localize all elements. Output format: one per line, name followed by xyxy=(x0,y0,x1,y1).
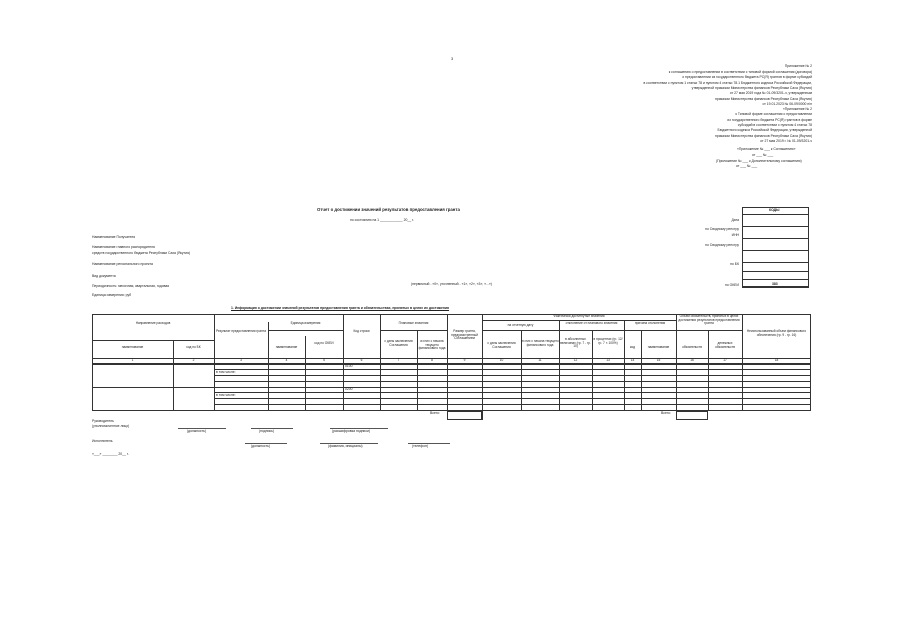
approval-line: утвержденной приказом Министерства финансов Республики Саха (Якутия) xyxy=(691,85,812,90)
th-obl-sub1: обязательств xyxy=(682,345,702,349)
approval-title: Приложение № 2 xyxy=(784,64,812,68)
code-okei-value: 383 xyxy=(772,282,778,286)
th-result-col: Результат предоставления гранта xyxy=(215,329,267,333)
report-subtitle: по состоянию на 1 ____________ 20__ г. xyxy=(350,218,414,222)
sig-col1: (должность) xyxy=(187,429,207,433)
field-project: Наименование регионального проекта xyxy=(92,262,153,266)
row-label-1: в том числе: xyxy=(216,370,236,374)
total-label: Всего: xyxy=(430,411,440,415)
approval-bottom: (Приложение № ___ к Дополнительному соглашению) xyxy=(716,159,802,163)
th-actual-sub1: с даты заключения Соглашения xyxy=(487,341,516,349)
approval-line: Бюджетного кодекса Российской Федерации, утвержденной xyxy=(717,128,812,133)
ex-col2: (фамилия, инициалы) xyxy=(328,444,363,448)
code-label-okei: по ОКЕИ xyxy=(725,283,739,287)
th-deviation-sub1: в абсолютных величинах (гр. 7 - гр. 10) xyxy=(560,337,591,349)
column-number: 7 xyxy=(397,358,400,362)
column-number: 9 xyxy=(463,358,466,362)
column-number: 15 xyxy=(656,358,661,362)
th-unit: Единица измерения xyxy=(290,321,321,325)
total-label-2: Всего: xyxy=(661,411,671,415)
column-number: 11 xyxy=(538,358,542,362)
th-reason: причина отклонения xyxy=(634,321,666,325)
sig-col2: (подпись) xyxy=(259,429,275,433)
field-gr2: средств государственного бюджета Республики Саха (Якутия) xyxy=(92,251,191,255)
column-number: 6 xyxy=(360,358,363,362)
approval-line: к соглашению о предоставлении в соответствии с типовой формой соглашения (договора) xyxy=(668,70,812,74)
approval-line: от 27 мая 2019 года № 01-09/3201-ч, утвержденным xyxy=(729,91,812,96)
th-result-name-sub2: код по БК xyxy=(186,345,201,349)
approval-line: о предоставлении из государственного бюджета РС(Я) грантов в форме субсидий xyxy=(682,75,812,80)
th-actual: Фактически достигнутые значения xyxy=(553,314,605,318)
approval-agreement-sub: от ___ № ___ xyxy=(752,153,774,157)
field-gr: Наименование главного распорядителя xyxy=(92,245,155,249)
th-plan-sub1: с даты заключения Соглашения xyxy=(384,339,413,347)
approval-agreement: «Приложение № ___ к Соглашению» xyxy=(737,147,796,151)
row-label-2: в том числе: xyxy=(216,393,236,397)
column-number: 18 xyxy=(774,358,779,362)
ex-col3: (телефон) xyxy=(412,444,428,448)
th-actual-sub2: из них с начала текущего финансового года xyxy=(521,339,559,347)
approval-line: «Приложение № 2 xyxy=(782,107,812,112)
th-unit-sub1: наименование xyxy=(275,345,298,349)
approval-bottom-sub: от ___ № ___ xyxy=(736,164,758,168)
code-label-date: Дата xyxy=(731,218,739,222)
th-obl-sub2: денежных обязательств xyxy=(715,341,735,349)
sig-date: «___» ________ 20__ г. xyxy=(92,452,129,456)
th-plan: Плановые значения xyxy=(398,321,429,325)
sig-head-2: (уполномоченное лицо) xyxy=(92,424,130,428)
th-row-code: Код строки xyxy=(353,329,370,333)
th-unused: Неиспользованный объем финансового обеспечения (гр. 9 - гр. 16) xyxy=(746,329,807,337)
approval-line: приказом Министерства финансов Республики Саха (Якутия) xyxy=(715,133,812,138)
th-total-grant: Размер гранта, предусмотренный Соглашением xyxy=(451,329,478,341)
report-title: Отчет о достижении значений результатов предоставления гранта xyxy=(317,207,460,212)
column-number: 5 xyxy=(323,358,325,362)
th-result-name-sub1: наименование xyxy=(121,345,144,349)
column-number: 2 xyxy=(192,358,195,362)
approval-line: к Типовой форме соглашения о предоставлении xyxy=(735,112,812,117)
th-deviation: отклонение от планового значения xyxy=(565,321,618,325)
approval-line: от 19.01.2023 № 06-09/0000 п/н xyxy=(762,101,812,106)
field-recipient: Наименование Получателя xyxy=(92,235,136,239)
approval-line: из государственного бюджета РС(Я) грантов в форме xyxy=(727,117,812,122)
code-label-bk: по БК xyxy=(730,262,739,266)
th-unit-sub2: код по ОКЕИ xyxy=(314,341,334,345)
column-number: 14 xyxy=(630,358,635,362)
column-number: 13 xyxy=(606,358,610,362)
approval-line: в соответствии с пунктом 1 статьи 78 и пунктом 4 статьи 78.1 Бюджетного кодекса Российской Федерации, xyxy=(643,80,812,85)
approval-line: субсидий в соответствии с пунктом 4 статьи 78 xyxy=(737,123,812,127)
sig-head-1: Руководитель xyxy=(92,419,114,423)
th-deviation-sub2: в процентах (гр. 12/гр. 7 × 100%) xyxy=(593,337,623,345)
column-number: 10 xyxy=(499,358,504,362)
approval-line: приказом Министерства финансов Республики Саха (Якутия) xyxy=(715,96,812,101)
column-number: 16 xyxy=(690,358,694,362)
th-obligations: Объем обязательств, принятых в целях достижения результатов предоставления гранта xyxy=(678,314,740,326)
codes-header: КОДЫ xyxy=(769,208,780,212)
th-actual-reporting: на отчетную дату xyxy=(507,323,534,327)
doctype-hint: (первичный - «0», уточненный - «1», «2», «3», «...») xyxy=(411,282,492,286)
code-label-reg: по Сводному реестру xyxy=(705,227,739,231)
column-number: 8 xyxy=(431,358,433,362)
field-unit: Единица измерения: руб xyxy=(92,293,132,297)
code-label-reg2: по Сводному реестру xyxy=(705,243,739,247)
column-number: 17 xyxy=(723,358,727,362)
row-code-0200: 0200 xyxy=(345,387,353,391)
section-title: 1. Информация о достижении значений результатов предоставления гранта и обязательствах, принятых в целях их достижения xyxy=(231,306,450,310)
code-label-inn: ИНН xyxy=(731,233,739,237)
row-code-0100: 0100 xyxy=(345,364,353,368)
field-doctype: Вид документа xyxy=(92,274,116,278)
th-reason-sub1: код xyxy=(630,345,635,349)
th-reason-sub2: наименование xyxy=(647,345,670,349)
th-plan-sub2: из них с начала текущего финансового года xyxy=(418,339,446,351)
sig-col3: (расшифровка подписи) xyxy=(332,429,371,433)
ex-col1: (должность) xyxy=(251,444,271,448)
field-periodicity: Периодичность: месячная, квартальная, годовая xyxy=(92,284,170,288)
approval-line: от 27 мая 2019 г. № 01-09/3201-ч xyxy=(760,138,812,143)
column-number: 3 xyxy=(240,358,242,362)
sig-executor: Исполнитель xyxy=(92,439,113,443)
column-number: 4 xyxy=(285,358,288,362)
column-number: 1 xyxy=(131,358,134,362)
column-number: 12 xyxy=(573,358,578,362)
th-result-name: Направление расходов xyxy=(135,321,171,325)
page-number: 3 xyxy=(451,57,454,61)
